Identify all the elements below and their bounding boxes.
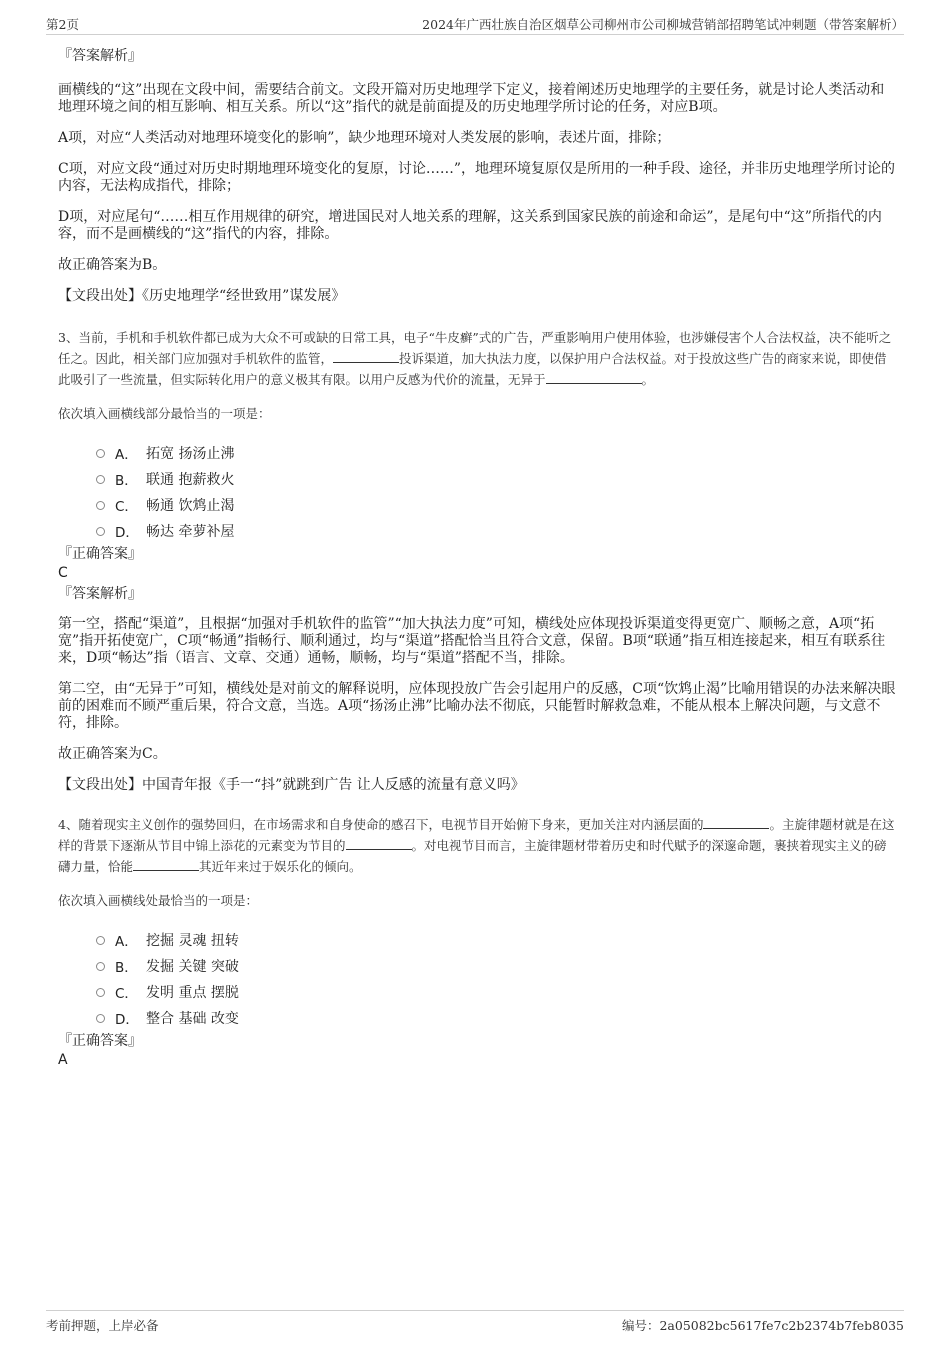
q4-option-a[interactable]: A． 挖掘 灵魂 扭转 bbox=[58, 927, 896, 953]
radio-icon[interactable] bbox=[96, 962, 105, 971]
q4-answer-label: 『正确答案』 bbox=[58, 1033, 142, 1049]
q2-analysis-p2: A项，对应“人类活动对地理环境变化的影响”，缺少地理环境对人类发展的影响，表述片面，排除； bbox=[58, 130, 671, 146]
q3-prompt: 依次填入画横线部分最恰当的一项是： bbox=[58, 406, 271, 421]
q3-option-c[interactable]: C． 畅通 饮鸩止渴 bbox=[58, 492, 896, 518]
q3-option-a[interactable]: A． 拓宽 扬汤止沸 bbox=[58, 440, 896, 466]
page-header bbox=[46, 12, 904, 35]
q4-prompt: 依次填入画横线处最恰当的一项是： bbox=[58, 893, 259, 908]
q3-blank-2 bbox=[546, 371, 642, 384]
radio-icon[interactable] bbox=[96, 449, 105, 458]
q4-option-c[interactable]: C． 发明 重点 摆脱 bbox=[58, 979, 896, 1005]
q2-source: 【文段出处】《历史地理学“经世致用”谋发展》 bbox=[58, 288, 346, 304]
radio-icon[interactable] bbox=[96, 988, 105, 997]
radio-icon[interactable] bbox=[96, 501, 105, 510]
q4-answer: A bbox=[58, 1052, 68, 1068]
q2-analysis-p1: 画横线的“这”出现在文段中间，需要结合前文。文段开篇对历史地理学下定义，接着阐述历史地理学的主要任务，就是讨论人类活动和地理环境之间的相互影响、相互关系。所以“这”指代的就是前面提及的历史地理学所讨论的任务，对应B项。 bbox=[58, 82, 885, 115]
q3-source: 【文段出处】中国青年报《手一“抖”就跳到广告 让人反感的流量有意义吗》 bbox=[58, 777, 525, 793]
radio-icon[interactable] bbox=[96, 1014, 105, 1023]
q4-option-d[interactable]: D． 整合 基础 改变 bbox=[58, 1005, 896, 1031]
q3-analysis-p2: 第二空，由“无异于”可知，横线处是对前文的解释说明，应体现投放广告会引起用户的反感，C项“饮鸩止渴”比喻用错误的办法来解决眼前的困难而不顾严重后果，符合文意，当选。A项“扬汤止沸”比喻办法不彻底，只能暂时解救急难，不能从根本上解决问题，与文意不符，排除。 bbox=[58, 681, 896, 731]
q3-question: 3、当前，手机和手机软件都已成为大众不可或缺的日常工具，电子“牛皮癣”式的广告，严重影响用户使用体验，也涉嫌侵害个人合法权益，决不能听之任之。因此，相关部门应加强对手机软件的监管， 投诉渠道，加大执法力度，以保护用户合法权益。对于投放这些广告的商家来说，即使借此吸引了一些流量，但实际转化用户的意义极其有限。以用户反感为代价的流量，无异于 。 bbox=[58, 330, 892, 387]
radio-icon[interactable] bbox=[96, 527, 105, 536]
q3-analysis-p1: 第一空，搭配“渠道”，且根据“加强对手机软件的监管”“加大执法力度”可知，横线处应体现投诉渠道变得更宽广、顺畅之意，A项“拓宽”指开拓使宽广，C项“畅通”指畅行、顺利通过，均与“渠道”搭配恰当且符合文意，保留。B项“联通”指互相连接起来，相互有联系往来，D项“畅达”指（语言、文章、交通）通畅，顺畅，均与“渠道”搭配不当，排除。 bbox=[58, 616, 886, 666]
q3-answer: C bbox=[58, 565, 68, 581]
q4-blank-2 bbox=[346, 837, 412, 850]
q4-blank-3 bbox=[133, 858, 199, 871]
q4-blank-1 bbox=[703, 816, 769, 829]
footer-slogan: 考前押题，上岸必备 bbox=[46, 1318, 159, 1333]
q4-option-b[interactable]: B． 发掘 关键 突破 bbox=[58, 953, 896, 979]
page-number: 第2页 bbox=[46, 17, 79, 32]
q3-blank-1 bbox=[333, 350, 399, 363]
q3-conclusion: 故正确答案为C。 bbox=[58, 746, 167, 762]
q4-options bbox=[58, 927, 896, 1031]
q2-analysis-p4: D项，对应尾句“……相互作用规律的研究，增进国民对人地关系的理解，这关系到国家民族的前途和命运”，是尾句中“这”所指代的内容，而不是画横线的“这”指代的内容，排除。 bbox=[58, 209, 882, 242]
q2-analysis-p3: C项，对应文段“通过对历史时期地理环境变化的复原，讨论……”，地理环境复原仅是所用的一种手段、途径，并非历史地理学所讨论的内容，无法构成指代，排除； bbox=[58, 161, 896, 194]
document-id: 编号：2a05082bc5617fe7c2b2374b7feb8035 bbox=[621, 1318, 904, 1333]
q3-options bbox=[58, 440, 896, 544]
radio-icon[interactable] bbox=[96, 475, 105, 484]
q3-answer-label: 『正确答案』 bbox=[58, 546, 142, 562]
document-title: 2024年广西壮族自治区烟草公司柳州市公司柳城营销部招聘笔试冲刺题（带答案解析） bbox=[422, 17, 904, 32]
q2-analysis-label: 『答案解析』 bbox=[58, 48, 142, 64]
page-footer bbox=[46, 1310, 904, 1335]
q3-option-b[interactable]: B． 联通 抱薪救火 bbox=[58, 466, 896, 492]
q2-conclusion: 故正确答案为B。 bbox=[58, 257, 167, 273]
radio-icon[interactable] bbox=[96, 936, 105, 945]
q3-analysis-label: 『答案解析』 bbox=[58, 586, 142, 602]
q3-option-d[interactable]: D． 畅达 牵萝补屋 bbox=[58, 518, 896, 544]
page-content bbox=[58, 44, 896, 1069]
q4-question: 4、随着现实主义创作的强势回归，在市场需求和自身使命的感召下，电视节目开始俯下身来，更加关注对内涵层面的 。主旋律题材就是在这样的背景下逐渐从节目中锦上添花的元素变为节目的 。对电视节目而言，主旋律题材带着历史和时代赋予的深邃命题，裹挟着现实主义的磅礴力量，恰能 其近年来过于娱乐化的倾向。 bbox=[58, 817, 895, 874]
